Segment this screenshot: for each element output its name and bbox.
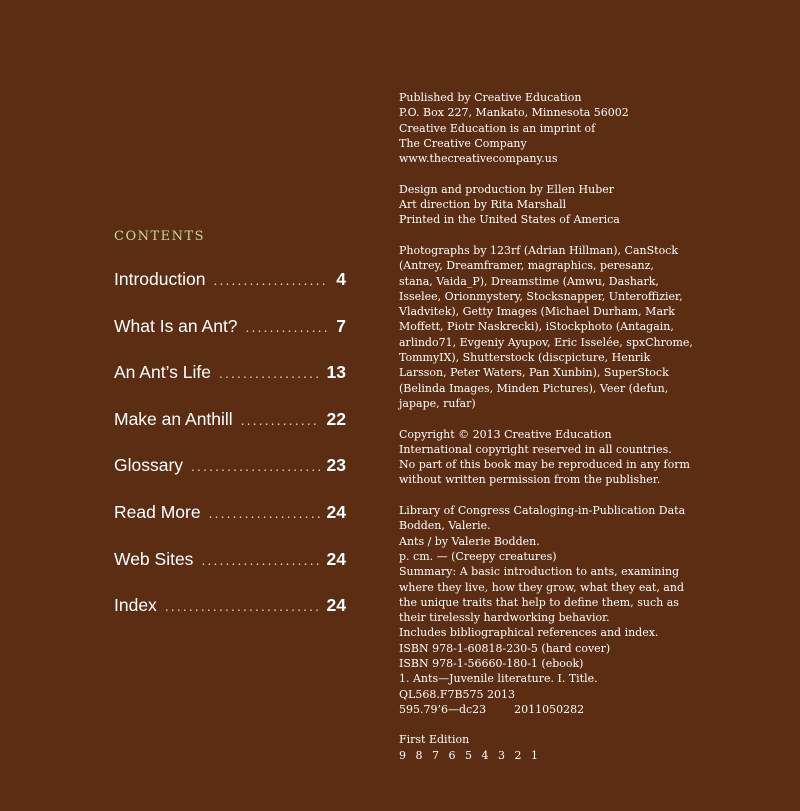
toc-entry-an-ants-life[interactable] — [114, 362, 346, 409]
colophon-line: P.O. Box 227, Mankato, Minnesota 56002 — [399, 106, 629, 120]
colophon-line: Printed in the United States of America — [399, 213, 620, 227]
colophon-line: TommyIX), Shutterstock (discpicture, Henrik — [399, 351, 651, 365]
toc-entry-page: 22 — [326, 408, 346, 429]
contents-heading: CONTENTS — [114, 229, 206, 244]
colophon-line: International copyright reserved in all countries. — [399, 442, 672, 456]
copyright-colophon — [399, 90, 794, 778]
colophon-line: arlindo71, Evgeniy Ayupov, Eric Isselée, spxChrome, — [399, 335, 693, 349]
toc-entry-title: Introduction — [114, 269, 206, 289]
colophon-line: the unique traits that help to define them, such as — [399, 595, 679, 609]
dot-leader — [191, 460, 319, 474]
colophon-line: Includes bibliographical references and index. — [399, 626, 659, 640]
colophon-line: ISBN 978-1-60818-230-5 (hard cover) — [399, 641, 611, 655]
colophon-line: The Creative Company — [399, 136, 527, 150]
colophon-line: Moffett, Piotr Naskrecki), iStockphoto (Antagain, — [399, 320, 674, 334]
colophon-line: Summary: A basic introduction to ants, examining — [399, 565, 680, 579]
copyright-block — [399, 427, 794, 488]
toc-entry-title: Web Sites — [114, 548, 194, 569]
toc-entry-make-an-anthill[interactable] — [114, 409, 346, 456]
toc-entry-page: 24 — [326, 548, 346, 569]
production-block — [399, 182, 794, 228]
colophon-line: without written permission from the publisher. — [399, 473, 661, 487]
printing-number-line: 9 8 7 6 5 4 3 2 1 — [399, 748, 541, 762]
colophon-line: 1. Ants—Juvenile literature. I. Title. — [399, 672, 598, 686]
colophon-line: Vladvitek), Getty Images (Michael Durham, Mark — [399, 305, 675, 319]
dot-leader — [213, 274, 329, 288]
colophon-line: 595.79’6—dc23 2011050282 — [399, 702, 585, 716]
publisher-block — [399, 90, 794, 166]
table-of-contents — [114, 269, 346, 642]
dot-leader — [219, 367, 320, 381]
colophon-line: Larsson, Peter Waters, Pan Xunbin), SuperStock — [399, 366, 669, 380]
dot-leader — [201, 554, 319, 568]
publisher-website-link[interactable]: www.thecreativecompany.us — [399, 152, 558, 166]
colophon-line: where they live, how they grow, what they eat, and — [399, 580, 684, 594]
toc-entry-what-is-an-ant[interactable] — [114, 316, 346, 363]
dot-leader — [241, 414, 320, 428]
dot-leader — [246, 321, 330, 335]
toc-entry-title: Make an Anthill — [114, 408, 233, 429]
colophon-line: Bodden, Valerie. — [399, 519, 491, 533]
colophon-line: No part of this book may be reproduced in any form — [399, 458, 690, 472]
toc-entry-index[interactable] — [114, 595, 346, 642]
toc-entry-title: Index — [114, 595, 157, 616]
colophon-line: (Belinda Images, Minden Pictures), Veer (defun, — [399, 381, 669, 395]
toc-entry-page: 24 — [326, 501, 346, 522]
toc-entry-glossary[interactable] — [114, 455, 346, 502]
dot-leader — [165, 600, 320, 614]
toc-entry-title: What Is an Ant? — [114, 315, 238, 336]
toc-entry-title: An Ant’s Life — [114, 362, 211, 383]
colophon-line: Isselee, Orionmystery, Stocksnapper, Unteroffizier, — [399, 289, 683, 303]
toc-entry-page: 13 — [326, 362, 346, 383]
toc-entry-web-sites[interactable] — [114, 549, 346, 596]
colophon-line: stana, Vaida_P), Dreamstime (Amwu, Dashark, — [399, 274, 659, 288]
colophon-line: ISBN 978-1-56660-180-1 (ebook) — [399, 656, 584, 670]
toc-entry-page: 24 — [326, 595, 346, 616]
colophon-line: p. cm. — (Creepy creatures) — [399, 549, 557, 563]
colophon-line: Design and production by Ellen Huber — [399, 182, 615, 196]
colophon-line: (Antrey, Dreamframer, magraphics, peresanz, — [399, 259, 654, 273]
dot-leader — [209, 507, 320, 521]
toc-entry-page: 23 — [326, 455, 346, 476]
toc-entry-read-more[interactable] — [114, 502, 346, 549]
toc-entry-page: 4 — [336, 269, 346, 289]
colophon-line: their tirelessly hardworking behavior. — [399, 611, 610, 625]
toc-entry-title: Glossary — [114, 455, 184, 476]
toc-entry-introduction[interactable] — [114, 269, 346, 316]
colophon-line: Ants / by Valerie Bodden. — [399, 534, 540, 548]
colophon-line: japape, rufar) — [399, 396, 476, 410]
colophon-line: Copyright © 2013 Creative Education — [399, 427, 612, 441]
toc-entry-title: Read More — [114, 501, 201, 522]
colophon-line: Photographs by 123rf (Adrian Hillman), CanStock — [399, 243, 679, 257]
colophon-line: First Edition — [399, 733, 470, 747]
colophon-line: QL568.F7B575 2013 — [399, 687, 516, 701]
photo-credits-block — [399, 243, 794, 411]
colophon-line: Library of Congress Cataloging-in-Publication Data — [399, 504, 686, 518]
cataloging-block — [399, 503, 794, 717]
colophon-line: Art direction by Rita Marshall — [399, 198, 567, 212]
colophon-line: Published by Creative Education — [399, 91, 582, 104]
edition-block — [399, 732, 794, 763]
colophon-line: Creative Education is an imprint of — [399, 121, 596, 135]
toc-entry-page: 7 — [336, 315, 346, 336]
